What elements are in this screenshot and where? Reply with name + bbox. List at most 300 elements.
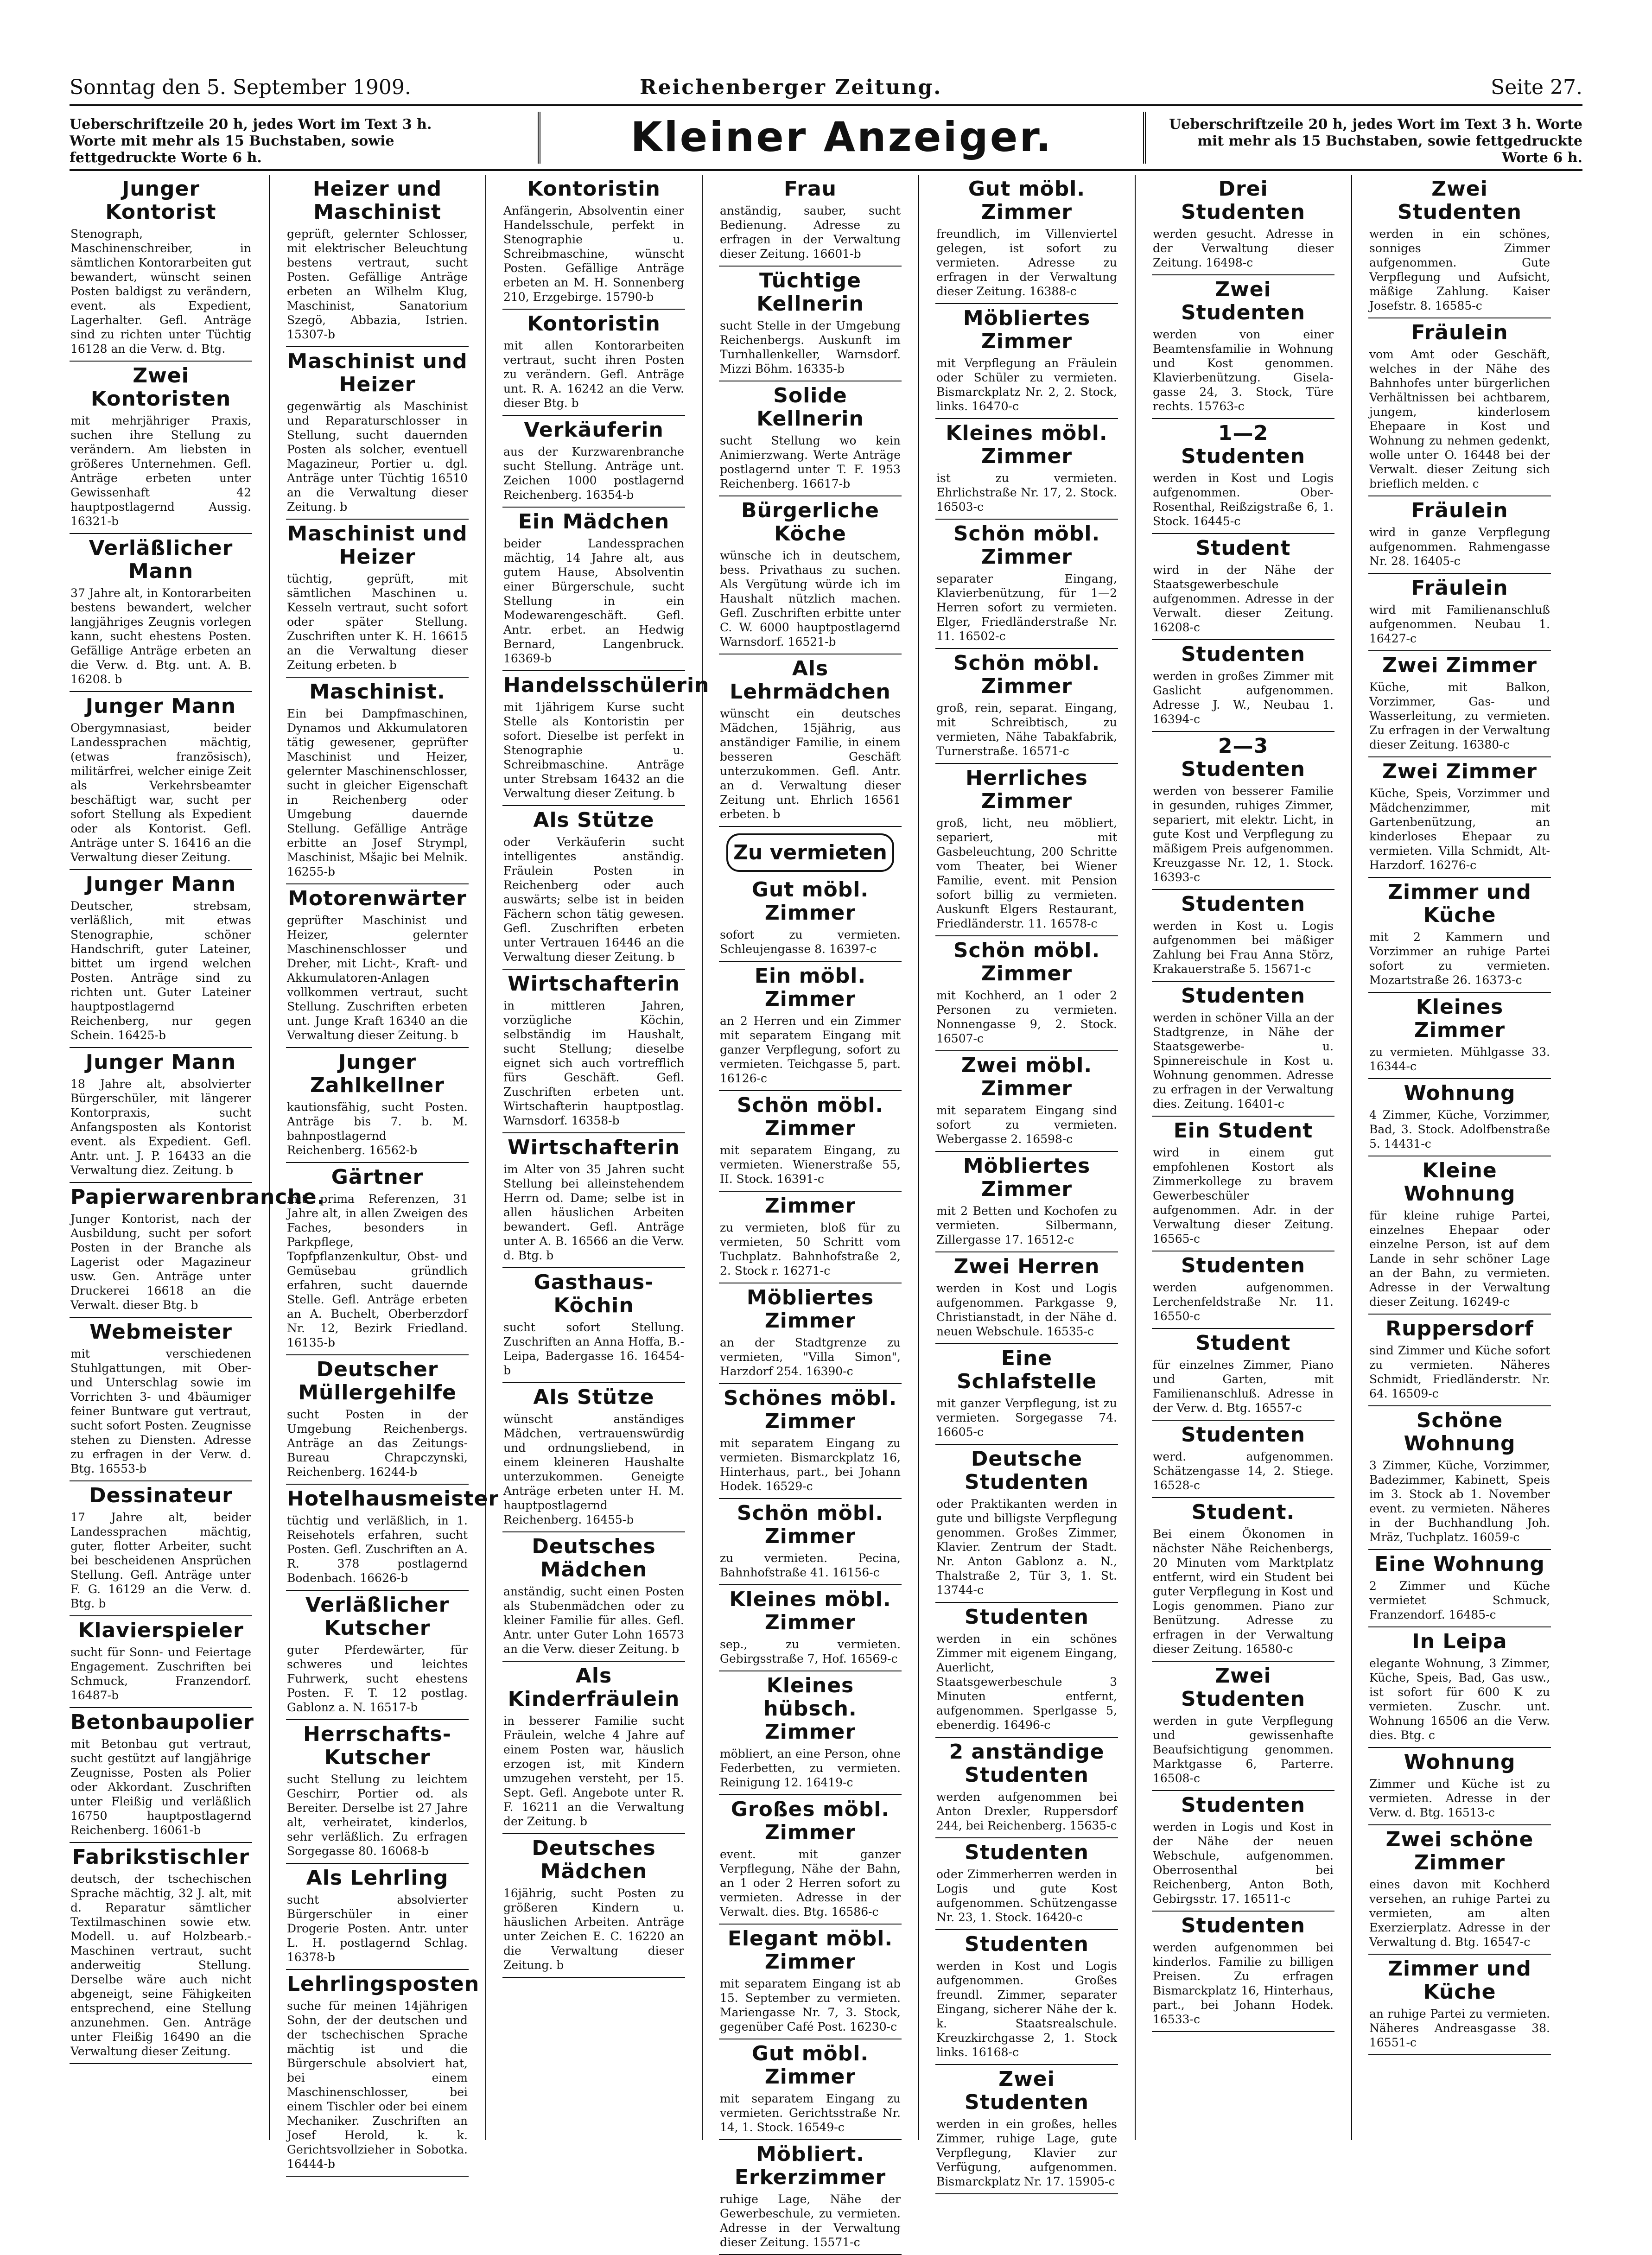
classified-ad: [286, 1485, 499, 1591]
classified-ad: [719, 2140, 902, 2255]
ad-headline: Webmeister: [89, 1320, 232, 1344]
newspaper-name: Reichenberger Zeitung.: [640, 76, 942, 99]
ad-headline: Studenten: [1181, 1793, 1305, 1817]
ad-text: Junger Kontorist, nach der Ausbildung, sucht per sofort Posten in der Branche als Lagerist oder Magazineur usw. Gen. Anträge unter Druckerei 16618 an die Verwalt. dieser Btg. b: [70, 1212, 251, 1312]
ad-headline: Lehrlingsposten: [287, 1972, 480, 1996]
ad-text: für kleine ruhige Partei, einzelnes Ehepaar oder einzelne Person, ist auf dem Lande in sehr schöner Lage an der Bahn, zu vermieten. Adresse in der Verwaltung dieser Zeitung. 16249-c: [1369, 1209, 1550, 1309]
classified-ad: [935, 304, 1118, 419]
ad-headline: Studenten: [1181, 892, 1305, 916]
ad-headline: Kleines Zimmer: [1414, 995, 1506, 1042]
classified-ad: [70, 534, 252, 692]
classified-ad: [935, 1838, 1118, 1930]
column-rule: [702, 175, 703, 2140]
ad-headline: Junger Kontorist: [105, 177, 216, 224]
ad-text: oder Verkäuferin sucht intelligentes anständig. Fräulein Posten in Reichenberg oder auch auswärts; selbe ist in beiden Fächern schon tätig gewesen. Gefl. Zuschriften erbeten unter Vertrauen 16446 an die Verwaltung dieser Zeitung. b: [503, 835, 684, 964]
classified-ad: [719, 876, 902, 962]
ad-column-4: [719, 175, 902, 2249]
ad-text: mit Betonbau gut vertraut, sucht gestützt auf langjährige Zeugnisse, Posten als Polier oder Akkordant. Zuschriften unter Fleißig und verläßlich 16750 hauptpostlagernd Reichenberg. 16061-b: [70, 1737, 251, 1837]
ad-text: deutsch, der tschechischen Sprache mächtig, 32 J. alt, mit d. Reparatur sämtlicher Textilmaschinen sowie etw. Modell. u. auf Holzbearb.-Maschinen vertraut, sucht anderweitig Stellung. Derselbe wäre auch nicht abgeneigt, seine Fähigkeiten entsprechend, eine Stellung anzunehmen. Gen. Anträge unter Fleißig 16490 an die Verwaltung dieser Zeitung.: [70, 1872, 251, 2058]
ad-headline: Deutsches Mädchen: [532, 1535, 656, 1582]
classified-ad: [70, 1318, 252, 1481]
ad-text: an der Stadtgrenze zu vermieten, "Villa Simon", Harzdorf 254. 16390-c: [720, 1336, 901, 1378]
ad-headline: Maschinist.: [309, 680, 445, 704]
classified-ad: [1368, 1315, 1551, 1406]
ad-text: mit prima Referenzen, 31 Jahre alt, in allen Zweigen des Faches, besonders in Parkpflege, Topfpflanzenkultur, Obst- und Gemüsebau gründlich erfahren, sucht dauernde Stelle. Gefl. Anträge erbeten an A. Buchelt, Oberberzdorf Nr. 12, Bezirk Friedland. 16135-b: [287, 1192, 468, 1349]
ad-headline: Schön möbl. Zimmer: [953, 939, 1100, 985]
classified-ad: [502, 310, 685, 416]
ad-text: 37 Jahre alt, in Kontorarbeiten bestens bewandert, welcher langjähriges Zeugnis vorlegen kann, sucht ehestens Posten. Gefällige Anträge erbeten an die Verw. d. Btg. unt. A. B. 16208. b: [70, 586, 251, 686]
classified-ad: [1368, 651, 1551, 757]
ad-headline: Studenten: [1181, 1914, 1305, 1937]
classified-ad: [1368, 318, 1551, 496]
ad-headline: Als Stütze: [533, 1385, 654, 1409]
ad-text: Bei einem Ökonomen in nächster Nähe Reichenbergs, 20 Minuten vom Marktplatz entfernt, wird ein Student bei guter Verpflegung in Kost und Logis genommen. Piano zur Benützung. Adresse zu erfragen in der Verwaltung dieser Zeitung. 16580-c: [1153, 1527, 1334, 1656]
ad-text: werden in gute Verpflegung und gewissenhafte Beaufsichtigung genommen. Marktgasse 6, Parterre. 16508-c: [1153, 1714, 1334, 1785]
ad-text: 16jährig, sucht Posten zu größeren Kindern u. häuslichen Arbeiten. Anträge unter Zeichen E. C. 16220 an die Verwaltung dieser Zeitung. b: [503, 1887, 684, 1972]
section-banner-zu-vermieten: Zu vermieten: [726, 833, 894, 872]
ad-text: mit Kochherd, an 1 oder 2 Personen zu vermieten. Nonnengasse 9, 2. Stock. 16507-c: [936, 989, 1117, 1045]
ad-headline: Zwei Studenten: [965, 2067, 1089, 2114]
ad-text: sind Zimmer und Küche sofort zu vermieten. Näheres Schmidt, Friedländerstr. Nr. 64. 16509-c: [1369, 1344, 1550, 1400]
ad-column-5: [935, 175, 1118, 2188]
ad-column-7: [1368, 175, 1551, 2140]
classified-ad: [286, 1720, 469, 1864]
classified-ad: [935, 649, 1118, 764]
column-rule: [485, 175, 486, 2140]
ad-text: an 2 Herren und ein Zimmer mit separatem Eingang mit ganzer Verpflegung, sofort zu vermieten. Teichgasse 5, part. 16126-c: [720, 1014, 901, 1085]
ad-text: Zimmer und Küche ist zu vermieten. Adresse in der Verw. d. Btg. 16513-c: [1369, 1777, 1550, 1819]
classified-ad: [1368, 757, 1551, 878]
classified-ad: [70, 175, 252, 362]
ad-headline: Möbliertes Zimmer: [963, 1154, 1091, 1201]
ad-text: werden von besserer Familie in gesunden, ruhiges Zimmer, separiert, mit elektr. Licht, in gute Kost und Verpflegung zu mäßigem Preis aufgenommen. Kreuzgasse Nr. 12, 1. Stock. 16393-c: [1153, 784, 1334, 884]
ad-headline: Zwei Studenten: [1181, 1664, 1305, 1711]
ad-text: wünscht anständiges Mädchen, vertrauenswürdig und ordnungsliebend, in einem kleineren Haushalte unterzukommen. Geneigte Anträge erbeten unter H. M. hauptpostlagernd Reichenberg. 16455-b: [503, 1412, 684, 1526]
ad-text: vom Amt oder Geschäft, welches in der Nähe des Bahnhofes unter bürgerlichen Verhältnissen bei achtbarem, jungem, kinderlosem Ehepaare in Kost und Wohnung zu nehmen gedenkt, wolle unter O. 16448 bei der Verwalt. dieser Zeitung sich brieflich melden. c: [1369, 348, 1550, 490]
ad-column-3: [502, 175, 710, 2140]
ad-text: wird mit Familienanschluß aufgenommen. Neubau 1. 16427-c: [1369, 603, 1550, 645]
ad-headline: Drei Studenten: [1181, 177, 1305, 224]
ad-headline: Wirtschafterin: [508, 1136, 680, 1159]
classified-ad: [719, 267, 902, 381]
classified-ad: [502, 416, 685, 508]
ad-text: zu vermieten. Mühlgasse 33. 16344-c: [1369, 1045, 1550, 1073]
ad-headline: Verkäuferin: [524, 418, 664, 442]
ad-text: elegante Wohnung, 3 Zimmer, Küche, Speis, Bad, Gas usw., ist sofort für 600 K zu vermieten. Zuschr. unt. Wohnung 16506 an die Verw. dies. Btg. c: [1369, 1657, 1550, 1742]
ad-headline: Zwei Studenten: [1181, 278, 1305, 324]
ad-headline: Möbliertes Zimmer: [746, 1286, 874, 1333]
ad-headline: Herrliches Zimmer: [966, 766, 1088, 813]
classified-ad: [935, 1252, 1118, 1344]
column-rule: [1351, 175, 1352, 2140]
ad-column-6: [1152, 175, 1334, 2140]
classified-ad: [1152, 175, 1334, 275]
classified-ad: [1152, 1329, 1334, 1421]
ad-headline: Klavierspieler: [78, 1619, 244, 1642]
ad-rates-left: Ueberschriftzeile 20 h, jedes Wort im Text 3 h. Worte mit mehr als 15 Buchstaben, sowie fettgedruckte Worte 6 h.: [70, 116, 432, 166]
ad-headline: Junger Zahlkellner: [310, 1050, 445, 1097]
ad-headline: Schön möbl. Zimmer: [737, 1093, 884, 1140]
classified-ad: [286, 1591, 469, 1720]
ad-headline: Ruppersdorf: [1385, 1317, 1534, 1340]
ad-headline: Motorenwärter: [288, 887, 467, 910]
ad-text: 18 Jahre alt, absolvierter Bürgerschüler, mit längerer Kontorpraxis, sucht Anfangsposten als Kontorist event. als Expedient. Gefl. Antr. unt. J. P. 16433 an die Verwaltung diez. Zeitung. b: [70, 1077, 251, 1177]
ad-text: mit allen Kontorarbeiten vertraut, sucht ihren Posten zu verändern. Gefl. Anträge unt. R. A. 16242 an die Verw. dieser Btg. b: [503, 339, 684, 410]
ad-headline: Student: [1195, 536, 1291, 560]
ad-text: wird in ganze Verpflegung aufgenommen. Rahmengasse Nr. 28. 16405-c: [1369, 526, 1550, 568]
page-header: [70, 72, 1582, 106]
ad-headline: Heizer und Maschinist: [312, 177, 442, 224]
ad-headline: Möbliert. Erkerzimmer: [734, 2142, 886, 2189]
ad-text: anständig, sauber, sucht Bedienung. Adresse zu erfragen in der Verwaltung dieser Zeitung. 16601-b: [720, 204, 901, 260]
classified-ad: [502, 175, 685, 310]
ad-headline: Studenten: [1181, 1423, 1305, 1447]
ad-headline: Dessinateur: [89, 1484, 233, 1507]
ad-headline: Papierwarenbranche.: [70, 1185, 325, 1209]
ad-headline: Kleines möbl. Zimmer: [729, 1588, 891, 1634]
ad-headline: Zwei Zimmer: [1382, 760, 1538, 783]
ad-text: tüchtig und verläßlich, in 1. Reisehotels erfahren, sucht Posten. Gefl. Zuschriften an A. R. 378 postlagernd Bodenbach. 16626-b: [287, 1514, 468, 1585]
ad-text: werden in Kost u. Logis aufgenommen bei mäßiger Zahlung bei Frau Anna Störz, Krakauerstraße 5. 15671-c: [1153, 919, 1334, 976]
ad-text: eines davon mit Kochherd versehen, an ruhige Partei zu vermieten, am alten Exerzierplatz. Adresse in der Verwaltung d. Btg. 16547-c: [1369, 1878, 1550, 1949]
classified-ad: [1368, 1156, 1551, 1315]
classified-ad: [1152, 890, 1334, 982]
section-title-box: [538, 112, 1146, 164]
ad-text: sucht Stellung zu leichtem Geschirr, Portier od. als Bereiter. Derselbe ist 27 Jahre alt, verheiratet, kinderlos, sehr verläßlich. Zu erfragen Sorgegasse 80. 16068-b: [287, 1772, 468, 1858]
classified-ad: [286, 175, 469, 347]
classified-ad: [719, 2039, 902, 2140]
ad-text: aus der Kurzwarenbranche sucht Stellung. Anträge unt. Zeichen 1000 postlagernd Reichenberg. 16354-b: [503, 445, 684, 502]
classified-ad: [719, 1192, 902, 1283]
ad-text: mit separatem Eingang, zu vermieten. Wienerstraße 55, II. Stock. 16391-c: [720, 1143, 901, 1186]
ad-headline: Kleines möbl. Zimmer: [946, 421, 1108, 468]
ad-text: sucht Stelle in der Umgebung Reichenbergs. Auskunft im Turnhallenkeller, Warnsdorf. Mizzi Böhm. 16335-b: [720, 319, 901, 375]
ad-headline: Als Lehrmädchen: [730, 657, 891, 704]
ad-headline: Herrschafts-Kutscher: [303, 1722, 451, 1769]
classified-ad: [935, 1445, 1118, 1603]
ad-headline: Studenten: [1181, 984, 1305, 1008]
classified-ad: [719, 1283, 902, 1384]
ad-columns: [70, 175, 1582, 2249]
ad-text: geprüfter Maschinist und Heizer, gelernter Maschinenschlosser und Dreher, mit Licht-, Kraft- und Akkumulatoren-Anlagen vollkommen vertraut, sucht Stellung. Zuschriften erbeten unt. Junge Kraft 16340 an die Verwaltung dieser Zeitung. b: [287, 914, 468, 1042]
ad-headline: Ein Mädchen: [518, 510, 670, 534]
ad-headline: Verläßlicher Kutscher: [305, 1593, 450, 1640]
ad-text: werden in schöner Villa an der Stadtgrenze, in Nähe der Staatsgewerbe- u. Spinnereischule in Kost u. Wohnung genommen. Adresse zu erfragen in der Verwaltung dies. Zeitung. 16401-c: [1153, 1011, 1334, 1111]
ad-headline: Junger Mann: [85, 694, 236, 718]
ad-text: möbliert, an eine Person, ohne Federbetten, zu vermieten. Reinigung 12. 16419-c: [720, 1747, 901, 1789]
ad-headline: Zwei schöne Zimmer: [1385, 1828, 1534, 1874]
classified-ad: [719, 1091, 902, 1192]
classified-ad: [719, 1585, 902, 1671]
ad-text: beider Landessprachen mächtig, 14 Jahre alt, aus gutem Hause, Absolventin einer Bürgerschule, sucht Stellung in ein Modewarengeschäft. Gefl. Antr. erbet. an Hedwig Bernard, Langenbruck. 16369-b: [503, 537, 684, 665]
ad-text: werden in ein großes, helles Zimmer, ruhige Lage, gute Verpflegung, Klavier zur Verfügung, aufgenommen. Bismarckplatz Nr. 17. 15905-c: [936, 2117, 1117, 2188]
classified-ad: [502, 1268, 685, 1383]
ad-text: sucht Posten in der Umgebung Reichenbergs. Anträge an das Zeitungs-Bureau Chrapczynski, Reichenberg. 16244-b: [287, 1408, 468, 1479]
ad-rates-right: Ueberschriftzeile 20 h, jedes Wort im Text 3 h. Worte mit mehr als 15 Buchstaben, sowie fettgedruckte Worte 6 h.: [1169, 116, 1582, 166]
ad-text: guter Pferdewärter, für schweres und leichtes Fuhrwerk, sucht ehestens Posten. F. T. 12 postlag. Gablonz a. N. 16517-b: [287, 1643, 468, 1714]
ad-text: mit verschiedenen Stuhlgattungen, mit Ober- und Unterschlag sowie im Vorrichten 3- und 4bäumiger feiner Buntware gut vertraut, sucht sofort Posten. Zeugnisse stehen zu Diensten. Adresse zu erfragen in der Verw. d. Btg. 16553-b: [70, 1347, 251, 1475]
ad-headline: Ein möbl. Zimmer: [754, 964, 866, 1011]
ad-text: werden in Kost und Logis aufgenommen. Parkgasse 9, Christianstadt, in der Nähe d. neuen Webschule. 16535-c: [936, 1282, 1117, 1338]
ad-text: anständig, sucht einen Posten als Stubenmädchen oder zu kleiner Familie für alles. Gefl. Antr. unter Guter Lohn 16573 an die Verw. dieser Zeitung. b: [503, 1585, 684, 1656]
classified-ad: [935, 175, 1118, 304]
classified-ad: [719, 1499, 902, 1585]
ad-headline: Student.: [1191, 1500, 1295, 1524]
classified-ad: [1152, 982, 1334, 1117]
ad-headline: Betonbaupolier: [70, 1710, 254, 1734]
ad-text: werden in ein schönes, sonniges Zimmer aufgenommen. Gute Verpflegung und Aufsicht, mäßige Zahlung. Kaiser Josefstr. 8. 16585-c: [1369, 227, 1550, 312]
ad-headline: Studenten: [965, 1841, 1089, 1864]
ad-headline: Fräulein: [1411, 321, 1508, 344]
classified-ad: [935, 1152, 1118, 1252]
ad-headline: Zwei möbl. Zimmer: [961, 1054, 1093, 1100]
ad-headline: Möbliertes Zimmer: [963, 306, 1091, 353]
ad-headline: Verläßlicher Mann: [89, 536, 233, 583]
classified-ad: [70, 692, 252, 870]
ad-headline: Wohnung: [1404, 1081, 1516, 1105]
classified-ad: [502, 671, 710, 806]
ad-text: oder Praktikanten werden in gute und billigste Verpflegung genommen. Großes Zimmer, Klavier. Zentrum der Stadt. Nr. Anton Gablonz a. N., Thalstraße 2, Tür 3, 1. St. 13744-c: [936, 1497, 1117, 1597]
ad-text: werden in großes Zimmer mit Gaslicht aufgenommen. Adresse J. W., Neubau 1. 16394-c: [1153, 669, 1334, 726]
ad-text: werd. aufgenommen. Schätzengasse 14, 2. Stiege. 16528-c: [1153, 1450, 1334, 1492]
ad-text: ist zu vermieten. Ehrlichstraße Nr. 17, 2. Stock. 16503-c: [936, 471, 1117, 514]
ad-headline: Ein Student: [1173, 1119, 1313, 1143]
classified-ad: [70, 870, 252, 1048]
ad-headline: Wirtschafterin: [508, 972, 680, 996]
ad-headline: 1—2 Studenten: [1181, 421, 1305, 468]
ad-headline: Fräulein: [1411, 499, 1508, 522]
ad-text: mit mehrjähriger Praxis, suchen ihre Stellung zu verändern. Am liebsten in größeres Unternehmen. Gefl. Anträge erbeten unter Gewissenhaft 42 hauptpostlagernd Aussig. 16321-b: [70, 414, 251, 528]
ad-column-1: [70, 175, 325, 2140]
ad-column-2: [286, 175, 499, 2171]
ad-text: mit ganzer Verpflegung, ist zu vermieten. Sorgegasse 74. 16605-c: [936, 1397, 1117, 1439]
ad-text: zu vermieten. Pecina, Bahnhofstraße 41. 16156-c: [720, 1551, 901, 1579]
ad-text: Ein bei Dampfmaschinen, Dynamos und Akkumulatoren tätig gewesener, geprüfter Maschinist und Heizer, gelernter Maschinenschlosser, sucht in gleicher Eigenschaft in Reichenberg oder Umgebung dauernde Stellung. Gefällige Anträge erbitte an Josef Strympl, Maschinist, Mšajic bei Melnik. 16255-b: [287, 707, 468, 878]
ad-headline: Großes möbl. Zimmer: [731, 1798, 890, 1844]
ad-headline: Schön möbl. Zimmer: [737, 1501, 884, 1548]
ad-headline: Kontoristin: [527, 312, 661, 336]
ad-headline: Schöne Wohnung: [1404, 1409, 1516, 1455]
ad-text: werden gesucht. Adresse in der Verwaltung dieser Zeitung. 16498-c: [1153, 227, 1334, 269]
ad-headline: Schön möbl. Zimmer: [953, 522, 1100, 569]
classified-ad: [719, 1925, 902, 2039]
classified-ad: [719, 1795, 902, 1925]
ad-headline: Als Lehrling: [306, 1866, 449, 1890]
ad-headline: Zimmer: [764, 1194, 856, 1218]
ad-text: event. mit ganzer Verpflegung, Nähe der Bahn, an 1 oder 2 Herren sofort zu vermieten. Adresse in der Verwalt. dies. Btg. 16586-c: [720, 1848, 901, 1918]
ad-headline: Gut möbl. Zimmer: [751, 2042, 869, 2089]
ad-text: suche für meinen 14jährigen Sohn, der der deutschen und der tschechischen Sprache mächtig ist und die Bürgerschule absolviert hat, bei einem Maschinenschlosser, bei einem Tischler oder bei einem Mechaniker. Zuschriften an Josef Herold, k. k. Gerichtsvollzieher in Sobotka. 16444-b: [287, 1999, 468, 2171]
ad-text: gegenwärtig als Maschinist und Reparaturschlosser in Stellung, sucht dauernden Posten als solcher, eventuell Magazineur, Portier u. dgl. Anträge unter Tüchtig 16510 an die Verwaltung dieser Zeitung. b: [287, 400, 468, 514]
ad-text: Obergymnasiast, beider Landessprachen mächtig, (etwas französisch), militärfrei, welcher einige Zeit als Verkehrsbeamter beschäftigt war, sucht per sofort Stellung als Expedient oder als Kontorist. Gefl. Anträge unter S. 16416 an die Verwaltung dieser Zeitung.: [70, 721, 251, 864]
ad-text: Anfängerin, Absolventin einer Handelsschule, perfekt in Stenographie u. Schreibmaschine, wünscht Posten. Gefällige Anträge erbeten an M. H. Sonnenberg 210, Erzgebirge. 15790-b: [503, 204, 684, 304]
header-rule: [70, 169, 1582, 171]
ad-headline: Zwei Zimmer: [1382, 654, 1538, 677]
ad-headline: Fräulein: [1411, 576, 1508, 600]
ad-text: sucht absolvierter Bürgerschüler in einer Drogerie Posten. Antr. unter L. H. postlagernd Schlag. 16378-b: [287, 1893, 468, 1964]
ad-headline: Studenten: [1181, 642, 1305, 666]
ad-text: werden in ein schönes Zimmer mit eigenem Eingang, Auerlicht, Staatsgewerbeschule 3 Minuten entfernt, aufgenommen. Sperlgasse 5, ebenerdig. 16496-c: [936, 1632, 1117, 1732]
ad-headline: Deutsches Mädchen: [532, 1836, 656, 1883]
ad-text: werden in Logis und Kost in der Nähe der neuen Webschule, aufgenommen. Oberrosenthal bei Reichenberg, Anton Both, Gebirgsstr. 17. 16511-c: [1153, 1820, 1334, 1906]
classified-ad: [935, 936, 1118, 1051]
classified-ad: [1368, 993, 1551, 1079]
ad-headline: Kontoristin: [527, 177, 661, 201]
ad-headline: Solide Kellnerin: [756, 384, 864, 431]
ad-text: mit 1jährigem Kurse sucht Stelle als Kontoristin per sofort. Dieselbe ist perfekt in Stenographie u. Schreibmaschine. Anträge unter Strebsam 16432 an die Verwaltung dieser Zeitung. b: [503, 700, 684, 800]
ad-text: mit 2 Kammern und Vorzimmer an ruhige Partei sofort zu vermieten. Mozartstraße 26. 16373-c: [1369, 930, 1550, 987]
ad-text: groß, rein, separat. Eingang, mit Schreibtisch, zu vermieten, Nähe Tabakfabrik, Turnerstraße. 16571-c: [936, 701, 1117, 758]
ad-text: oder Zimmerherren werden in Logis und gute Kost aufgenommen. Schützengasse Nr. 23, 1. Stock. 16420-c: [936, 1868, 1117, 1924]
classified-ad: [502, 1834, 685, 1978]
classified-ad: [1152, 419, 1334, 534]
ad-text: werden in Kost und Logis aufgenommen. Großes freundl. Zimmer, separater Eingang, sicherer Nähe der k. k. Staatsrealschule. Kreuzkirchgasse 2, 1. Stock links. 16168-c: [936, 1959, 1117, 2059]
ad-headline: Eine Schlafstelle: [956, 1347, 1097, 1393]
classified-ad: [935, 1738, 1118, 1838]
ad-text: mit Verpflegung an Fräulein oder Schüler zu vermieten. Bismarckplatz Nr. 2, 2. Stock, links. 16470-c: [936, 356, 1117, 413]
classified-ad: [286, 1970, 480, 2177]
classified-ad: [502, 970, 685, 1133]
ad-headline: Zwei Herren: [953, 1255, 1100, 1278]
ad-headline: Maschinist und Heizer: [287, 349, 468, 396]
column-rule: [918, 175, 919, 2140]
ad-headline: Zimmer und Küche: [1388, 1957, 1531, 2004]
ad-text: wünscht ein deutsches Mädchen, 15jährig, aus anständiger Familie, in einem besseren Geschäft unterzukommen. Gefl. Antr. an d. Verwaltung dieser Zeitung unt. Ehrlich 16561 erbeten. b: [720, 707, 901, 821]
ad-text: wünsche ich in deutschem, bess. Privathaus zu suchen. Als Vergütung würde ich im Haushalt nützlich machen. Gefl. Zuschriften erbitte unter C. W. 6000 hauptpostlagernd Warnsdorf. 16521-b: [720, 549, 901, 648]
classified-ad: [719, 1384, 902, 1499]
ad-text: mit separatem Eingang zu vermieten. Bismarckplatz 16, Hinterhaus, part., bei Johann Hodek. 16529-c: [720, 1436, 901, 1493]
classified-ad: [1152, 732, 1334, 890]
classified-ad: [1152, 1912, 1334, 2032]
ad-text: in mittleren Jahren, vorzügliche Köchin, selbständig im Haushalt, sucht Stellung; dieselbe eignet sich auch vortrefflich fürs Geschäft. Gefl. Zuschriften erbeten unt. Wirtschafterin hauptpostlag. Warnsdorf. 16358-b: [503, 999, 684, 1127]
ad-text: mit 2 Betten und Kochofen zu vermieten. Silbermann, Zillergasse 17. 16512-c: [936, 1204, 1117, 1246]
ad-headline: Junger Mann: [85, 1050, 236, 1074]
ad-text: an ruhige Partei zu vermieten. Näheres Andreasgasse 38. 16551-c: [1369, 2007, 1550, 2049]
classified-ad: [1368, 1825, 1551, 1955]
classified-ad: [1152, 275, 1334, 419]
classified-ad: [1152, 1498, 1334, 1662]
ad-headline: 2 anständige Studenten: [949, 1740, 1105, 1787]
ad-headline: Eine Wohnung: [1374, 1552, 1545, 1576]
classified-ad: [1368, 175, 1551, 318]
classified-ad: [502, 508, 685, 671]
ad-text: wird in der Nähe der Staatsgewerbeschule aufgenommen. Adresse in der Verwalt. dieser Zeitung. 16208-c: [1153, 563, 1334, 634]
classified-ad: [1152, 1662, 1334, 1791]
page-number: Seite 27.: [1491, 76, 1582, 99]
ad-headline: Kleines hübsch. Zimmer: [763, 1674, 857, 1744]
ad-headline: Gärtner: [331, 1165, 424, 1189]
classified-ad: [502, 1662, 685, 1834]
classified-ad: [1368, 496, 1551, 574]
classified-ad: [286, 347, 469, 520]
ad-text: im Alter von 35 Jahren sucht Stellung bei alleinstehendem Herrn od. Dame; selbe ist in allen häuslichen Arbeiten bewandert. Gefl. Anträge unter A. B. 16566 an die Verw. d. Btg. b: [503, 1162, 684, 1262]
ad-text: Deutscher, strebsam, verläßlich, mit etwas Stenographie, schöner Handschrift, guter Lateiner, bittet um irgend welchen Posten. Anträge sind zu richten unt. Guter Lateiner hauptpostlagernd Reichenberg, nur gegen Schein. 16425-b: [70, 899, 251, 1042]
classified-ad: [1368, 1079, 1551, 1156]
classified-ad: [1152, 1117, 1334, 1251]
ad-text: 2 Zimmer und Küche vermietet Schmuck, Franzendorf. 16485-c: [1369, 1579, 1550, 1621]
classified-ad: [1152, 1791, 1334, 1912]
ad-text: sucht für Sonn- und Feiertage Engagement. Zuschriften bei Schmuck, Franzendorf. 16487-b: [70, 1645, 251, 1702]
classified-ad: [502, 806, 685, 970]
classified-ad: [70, 1843, 252, 2064]
classified-ad: [1368, 1627, 1551, 1748]
ad-headline: Hotelhausmeister: [287, 1487, 499, 1511]
classified-ad: [1368, 1550, 1551, 1627]
ad-text: mit separatem Eingang sind sofort zu vermieten. Webergasse 2. 16598-c: [936, 1104, 1117, 1146]
ad-text: separater Eingang, Klavierbenützung, für 1—2 Herren sofort zu vermieten. Elger, Friedländerstraße Nr. 11. 16502-c: [936, 572, 1117, 643]
ad-headline: Studenten: [965, 1605, 1089, 1629]
ad-headline: Studenten: [965, 1932, 1089, 1956]
ad-text: freundlich, im Villenviertel gelegen, ist sofort zu vermieten. Adresse zu erfragen in der Verwaltung dieser Zeitung. 16388-c: [936, 227, 1117, 298]
classified-ad: [70, 1616, 252, 1708]
ad-headline: Deutsche Studenten: [965, 1447, 1089, 1494]
ad-text: kautionsfähig, sucht Posten. Anträge bis 7. b. M. bahnpostlagernd Reichenberg. 16562-b: [287, 1100, 468, 1157]
classified-ad: [70, 1481, 252, 1616]
ad-headline: Tüchtige Kellnerin: [756, 269, 864, 316]
ad-text: 4 Zimmer, Küche, Vorzimmer, Bad, 3. Stock. Adolfbenstraße 5. 14431-c: [1369, 1108, 1550, 1150]
ad-headline: Junger Mann: [85, 872, 236, 896]
ad-text: Stenograph, Maschinenschreiber, in sämtlichen Kontorarbeiten gut bewandert, wünscht seinen Posten baldigst zu verändern, event. als Expedient, Lagerhalter. Gefl. Anträge sind zu richten unter Tüchtig 16128 an die Verw. d. Btg.: [70, 227, 251, 356]
issue-date: Sonntag den 5. September 1909.: [70, 76, 411, 99]
ad-headline: Zimmer und Küche: [1388, 880, 1531, 927]
ad-text: werden von einer Beamtensfamilie in Wohnung und Kost genommen. Klavierbenützung. Gisela-gasse 24, 3. Stock, Türe rechts. 15763-c: [1153, 328, 1334, 413]
classified-ad: [286, 1355, 469, 1485]
ad-text: wird in einem gut empfohlenen Kostort als Zimmerkollege zu bravem Gewerbeschüler aufgenommen. Adr. in der Verwaltung dieser Zeitung. 16565-c: [1153, 1146, 1334, 1245]
ad-headline: Als Kinderfräulein: [508, 1664, 680, 1711]
classified-ad: [1368, 1748, 1551, 1825]
column-rule: [269, 175, 270, 2140]
classified-ad: [1152, 1421, 1334, 1498]
ad-text: für einzelnes Zimmer, Piano und Garten, mit Familienanschluß. Adresse in der Verw. d. Btg. 16557-c: [1153, 1358, 1334, 1415]
ad-headline: Zwei Kontoristen: [90, 364, 231, 411]
classified-ad: [935, 520, 1118, 649]
ad-text: ruhige Lage, Nähe der Gewerbeschule, zu vermieten. Adresse in der Verwaltung dieser Zeitung. 15571-c: [720, 2192, 901, 2249]
classified-ad: [1368, 1406, 1551, 1550]
ad-headline: Bürgerliche Köche: [741, 499, 879, 546]
ad-text: sucht Stellung wo kein Animierzwang. Werte Anträge postlagernd unter T. F. 1953 Reichenberg. 16617-b: [720, 434, 901, 490]
ad-text: 3 Zimmer, Küche, Vorzimmer, Badezimmer, Kabinett, Speis im 3. Stock ab 1. November event. zu vermieten. Näheres in der Buchhandlung Joh. Mräz, Tuchplatz. 16059-c: [1369, 1459, 1550, 1544]
ad-text: sucht sofort Stellung. Zuschriften an Anna Hoffa, B.-Leipa, Badergasse 16. 16454-b: [503, 1321, 684, 1377]
ad-headline: Schön möbl. Zimmer: [953, 651, 1100, 698]
ad-headline: Als Stütze: [533, 808, 654, 832]
classified-ad: [935, 764, 1118, 936]
ad-text: werden aufgenommen bei Anton Drexler, Ruppersdorf 244, bei Reichenberg. 15635-c: [936, 1790, 1117, 1832]
ad-headline: Elegant möbl. Zimmer: [727, 1927, 893, 1974]
classified-ad: [1368, 574, 1551, 651]
ad-text: sofort zu vermieten. Schleujengasse 8. 16397-c: [720, 928, 901, 956]
ad-text: tüchtig, geprüft, mit sämtlichen Maschinen u. Kesseln vertraut, sucht sofort oder später Stellung. Zuschriften unter K. H. 16615 an die Verwaltung dieser Zeitung erbeten. b: [287, 572, 468, 672]
classified-ad: [719, 654, 902, 827]
classified-ad: [286, 1864, 469, 1970]
classified-ad: [502, 1383, 685, 1532]
classified-ad: [1152, 1251, 1334, 1329]
ad-text: 17 Jahre alt, beider Landessprachen mächtig, guter, flotter Arbeiter, sucht bei bescheidenen Ansprüchen Stellung. Gefl. Anträge unter F. G. 16129 an die Verw. d. Btg. b: [70, 1511, 251, 1610]
classified-ad: [1152, 534, 1334, 640]
classified-ad: [719, 1671, 902, 1795]
classified-ad: [1368, 1955, 1551, 2055]
ad-headline: Handelsschülerin: [503, 673, 710, 697]
ad-text: werden aufgenommen. Lerchenfeldstraße Nr. 11. 16550-c: [1153, 1281, 1334, 1323]
ad-text: mit separatem Eingang ist ab 15. September zu vermieten. Mariengasse Nr. 7, 3. Stock, gegenüber Café Post. 16230-c: [720, 1977, 901, 2033]
ad-headline: Maschinist und Heizer: [287, 522, 468, 569]
classified-ad: [719, 962, 902, 1091]
ad-headline: Fabrikstischler: [72, 1845, 250, 1869]
classified-ad: [719, 175, 902, 267]
classified-ad: [719, 496, 902, 654]
ad-headline: 2—3 Studenten: [1181, 734, 1305, 781]
ad-headline: Gasthaus-Köchin: [534, 1270, 654, 1317]
ad-headline: Frau: [784, 177, 837, 201]
